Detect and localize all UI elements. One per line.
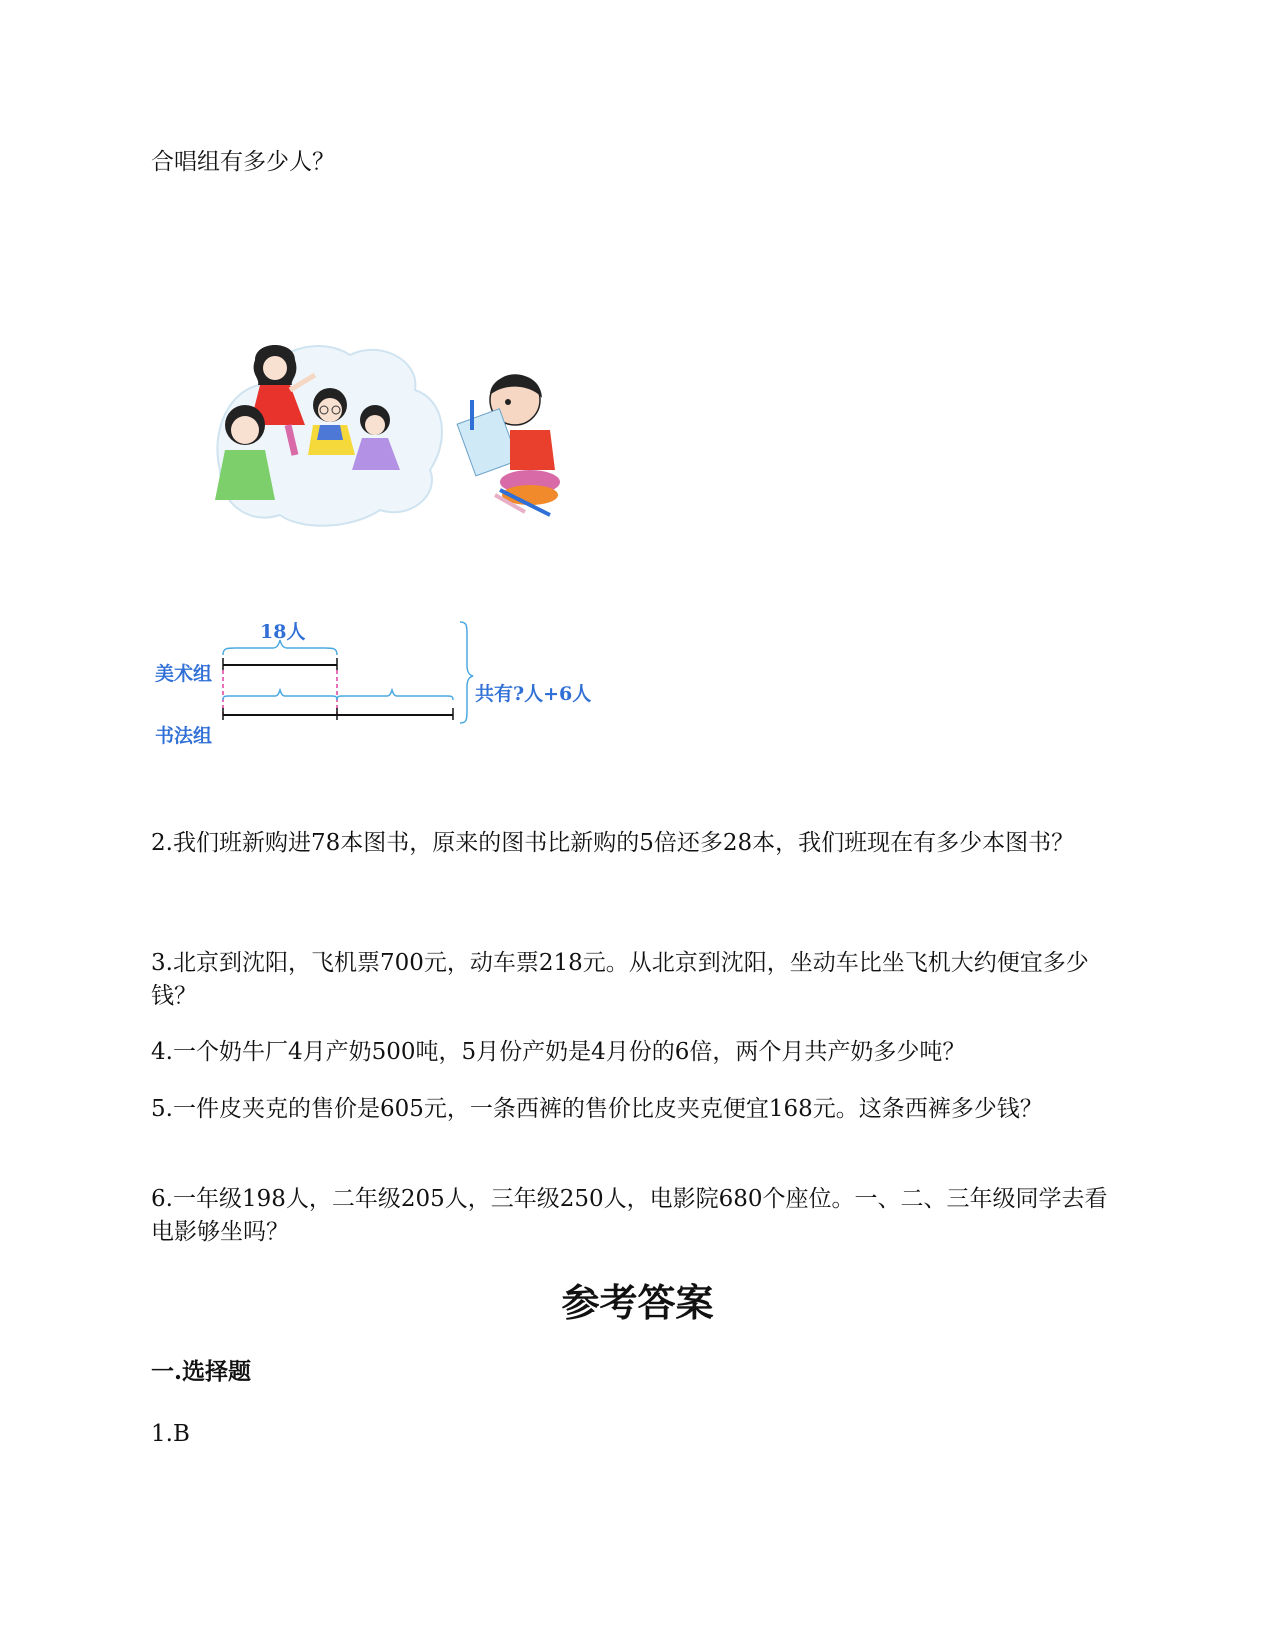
question-1-tail: 合唱组有多少人？ bbox=[151, 149, 335, 175]
answer-title: 参考答案 bbox=[561, 1280, 714, 1325]
question-6: 6.一年级198人，二年级205人，三年级250人，电影院680个座位。一、二、三年级同学去看电影够坐吗？ bbox=[151, 1186, 1108, 1245]
diagram-top-label: 18人 bbox=[260, 621, 306, 643]
section-title: 一.选择题 bbox=[151, 1358, 252, 1385]
children-illustration bbox=[210, 330, 600, 550]
diagram-row1-label: 美术组 bbox=[155, 663, 213, 685]
diagram-row2-label: 书法组 bbox=[155, 725, 213, 747]
diagram-total-label: 共有?人+6人 bbox=[475, 683, 592, 705]
question-4: 4.一个奶牛厂4月产奶500吨，5月份产奶是4月份的6倍，两个月共产奶多少吨？ bbox=[151, 1039, 966, 1065]
answer-1: 1.B bbox=[151, 1421, 190, 1447]
question-3: 3.北京到沈阳，飞机票700元，动车票218元。从北京到沈阳，坐动车比坐飞机大约便宜多少钱？ bbox=[151, 950, 1089, 1009]
top-brace bbox=[223, 640, 337, 655]
total-brace bbox=[460, 622, 473, 723]
question-2: 2.我们班新购进78本图书，原来的图书比新购的5倍还多28本，我们班现在有多少本图书？ bbox=[151, 830, 1075, 856]
question-5: 5.一件皮夹克的售价是605元，一条西裤的售价比皮夹克便宜168元。这条西裤多少钱？ bbox=[151, 1096, 1043, 1122]
segment-diagram bbox=[155, 620, 635, 760]
